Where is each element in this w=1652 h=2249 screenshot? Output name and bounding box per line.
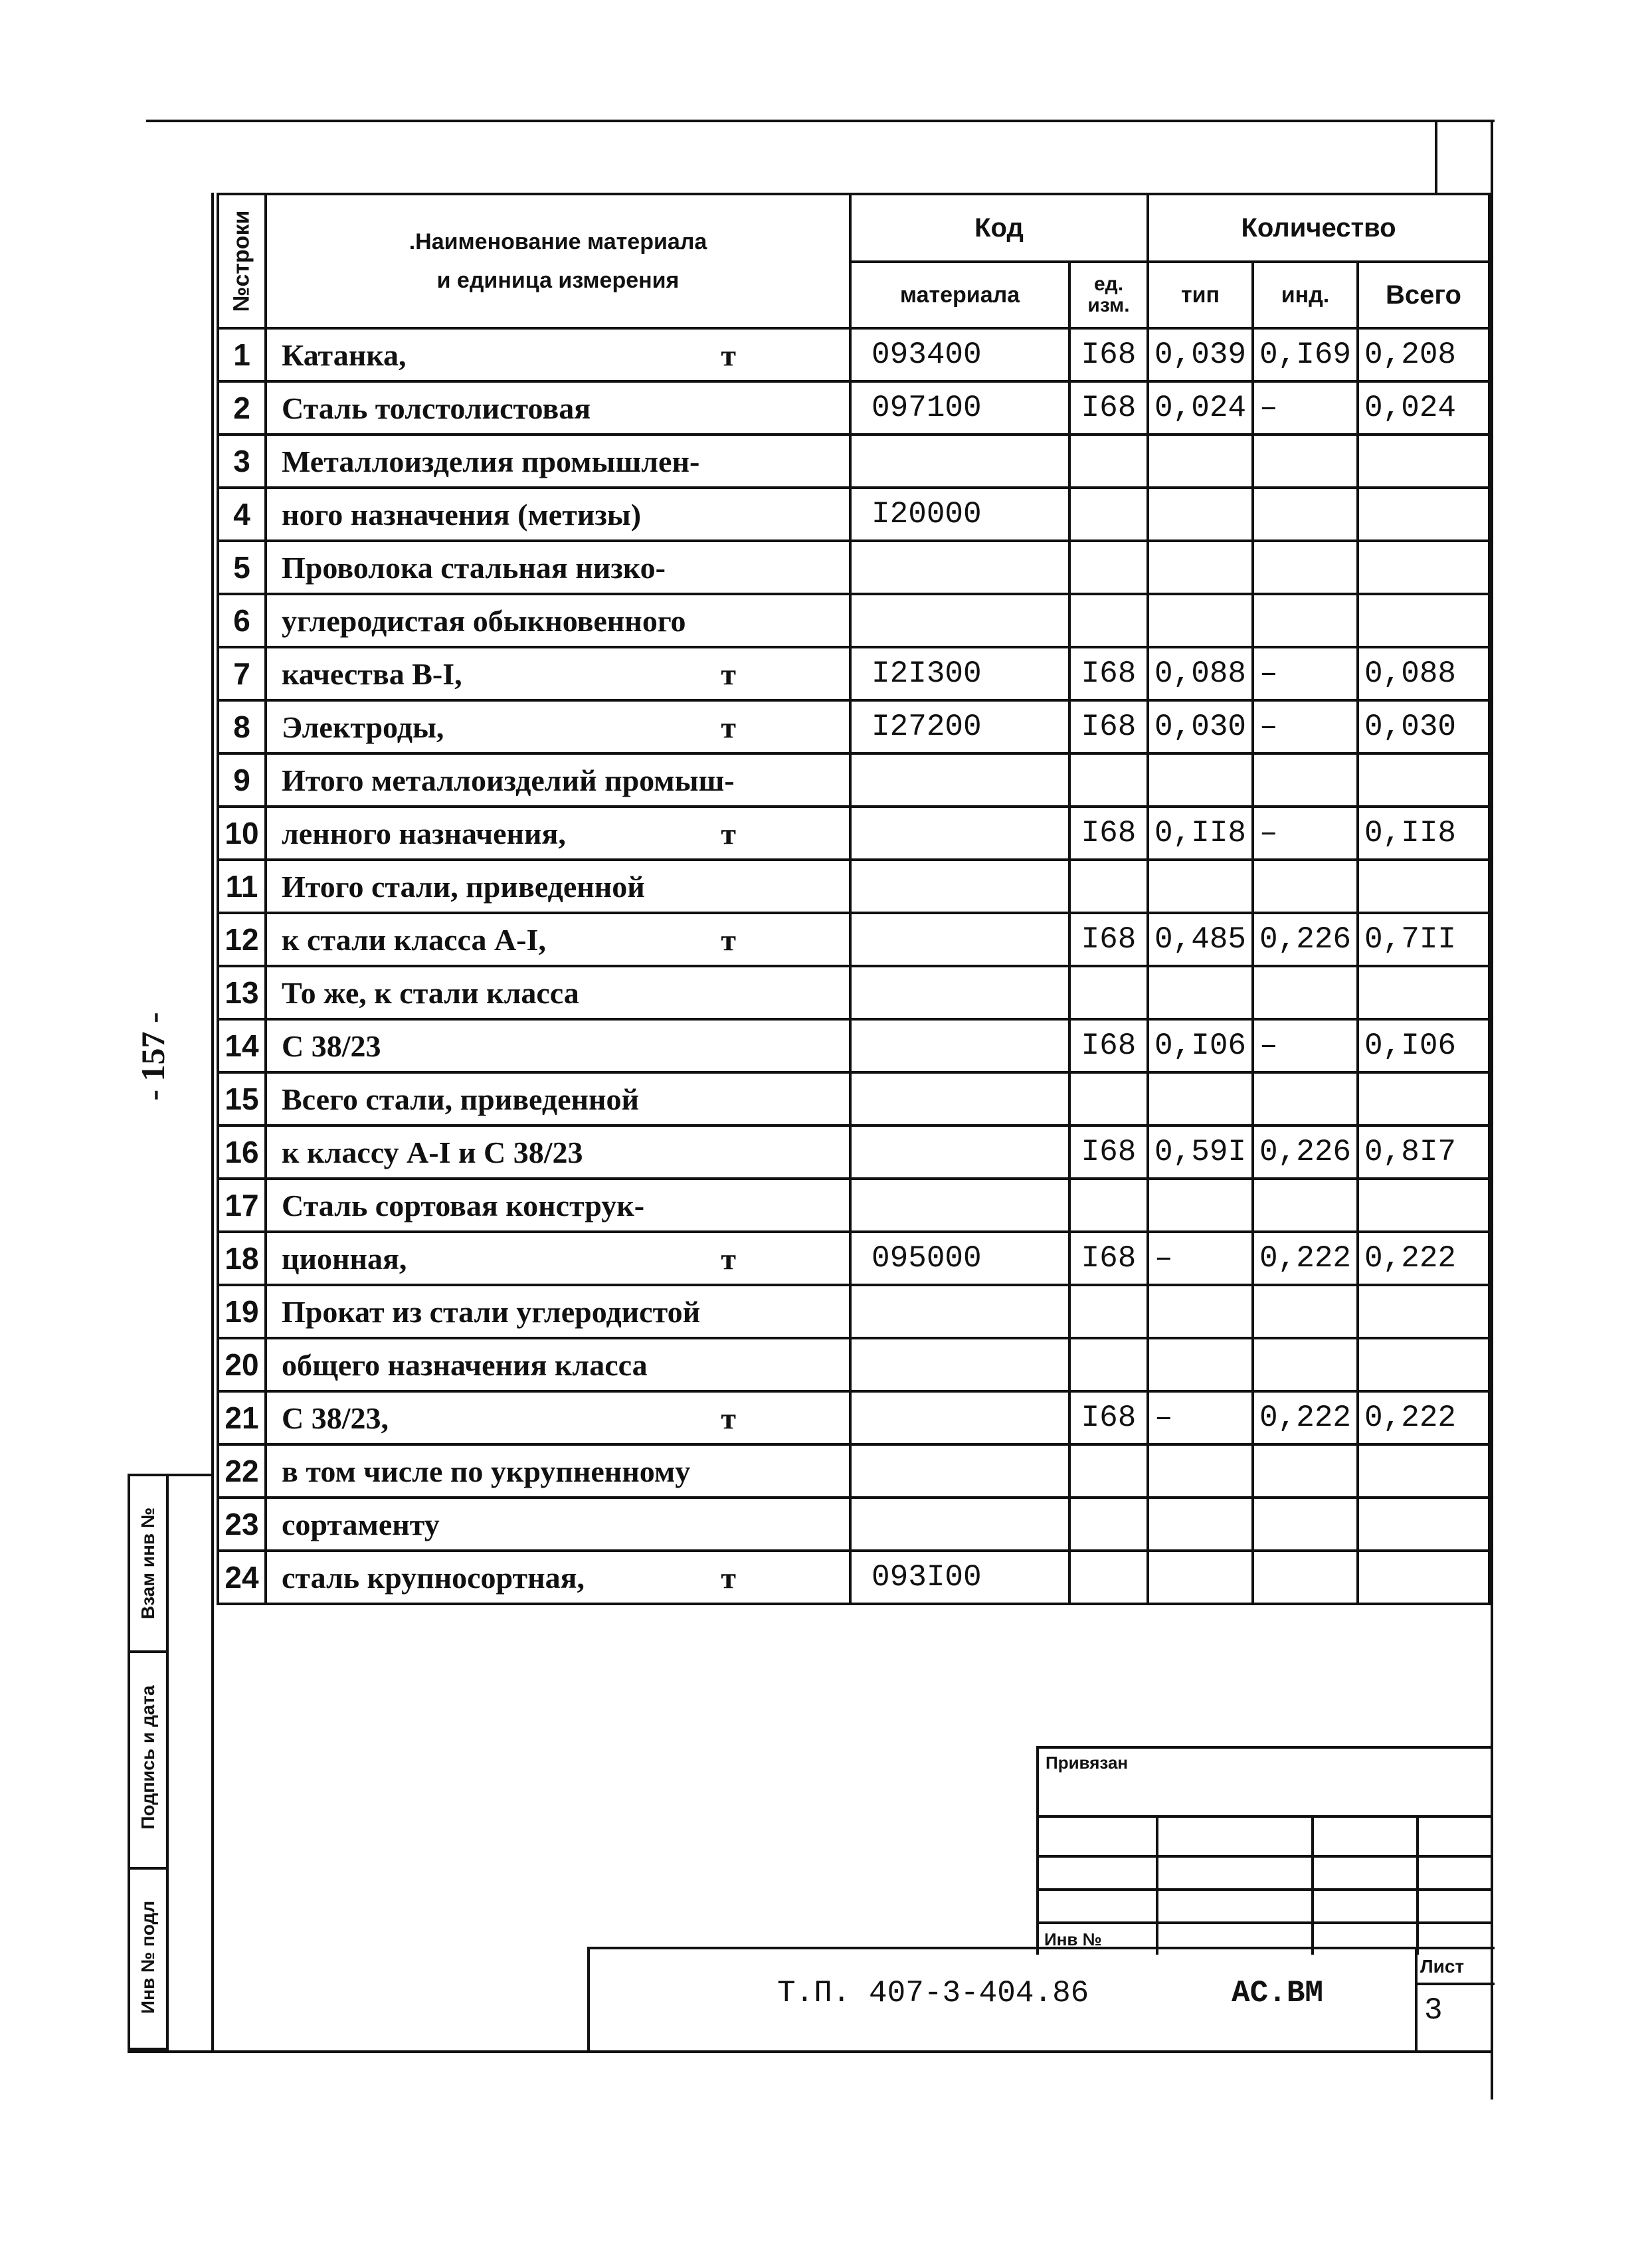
table-row: [218, 1551, 1489, 1604]
material-name-cell: [266, 1444, 850, 1498]
material-code-cell: [850, 594, 1069, 647]
unit-code-cell: [1069, 435, 1148, 488]
material-name: углеродистая обыкновенного: [282, 603, 686, 638]
qty-ind-cell: [1253, 1498, 1358, 1551]
table-row: [218, 807, 1489, 860]
sheet-number: 3: [1424, 1993, 1443, 2028]
top-frame-line: [146, 120, 1495, 122]
qty-ind-cell: [1253, 1072, 1358, 1125]
table-row: [218, 594, 1489, 647]
inv-no-label: Инв №: [1044, 1929, 1102, 1949]
material-code-cell: [850, 807, 1069, 860]
qty-ind-cell: 0,I69: [1253, 328, 1358, 381]
material-name: сталь крупносортная,: [282, 1560, 585, 1595]
header-qty-type: тип: [1148, 262, 1253, 328]
material-name-cell: [266, 1072, 850, 1125]
unit-code-cell: [1069, 1285, 1148, 1338]
material-code-cell: [850, 435, 1069, 488]
table-row: [218, 1232, 1489, 1285]
table-row: [218, 1498, 1489, 1551]
material-name-cell: [266, 966, 850, 1019]
unit-label: т: [721, 338, 736, 372]
unit-code-cell: [1069, 541, 1148, 594]
qty-type-cell: [1148, 1498, 1253, 1551]
material-code-cell: [850, 1019, 1069, 1072]
row-number-cell: 5: [218, 541, 266, 594]
qty-type-cell: 0,485: [1148, 913, 1253, 966]
qty-type-cell: [1148, 860, 1253, 913]
qty-type-cell: 0,024: [1148, 381, 1253, 435]
unit-code-cell: I68: [1069, 1019, 1148, 1072]
material-name-cell: [266, 647, 850, 700]
material-name-cell: [266, 1179, 850, 1232]
material-name-cell: [266, 913, 850, 966]
unit-code-cell: I68: [1069, 381, 1148, 435]
row-number-cell: 8: [218, 700, 266, 753]
material-name-cell: [266, 1498, 850, 1551]
material-name: Сталь толстолистовая: [282, 391, 591, 425]
unit-code-cell: I68: [1069, 1391, 1148, 1444]
qty-type-cell: –: [1148, 1391, 1253, 1444]
qty-total-cell: 0,I06: [1358, 1019, 1489, 1072]
qty-type-cell: [1148, 966, 1253, 1019]
row-number-cell: 22: [218, 1444, 266, 1498]
unit-code-cell: [1069, 753, 1148, 807]
qty-ind-cell: 0,222: [1253, 1391, 1358, 1444]
qty-total-cell: 0,II8: [1358, 807, 1489, 860]
row-number-cell: 20: [218, 1338, 266, 1391]
table-row: [218, 1179, 1489, 1232]
qty-total-cell: 0,024: [1358, 381, 1489, 435]
material-name: сортаменту: [282, 1507, 440, 1541]
material-name: Прокат из стали углеродистой: [282, 1294, 701, 1329]
material-code-cell: [850, 753, 1069, 807]
table-row: [218, 1285, 1489, 1338]
row-number-cell: 11: [218, 860, 266, 913]
unit-label: т: [721, 817, 736, 850]
material-name-cell: [266, 328, 850, 381]
material-code-cell: [850, 1444, 1069, 1498]
side-field-sign-date: Подпись и дата: [128, 1648, 169, 1870]
materials-table: [217, 193, 1491, 1605]
unit-code-cell: [1069, 1072, 1148, 1125]
header-code: Код: [850, 194, 1148, 262]
qty-total-cell: [1358, 435, 1489, 488]
table-row: [218, 913, 1489, 966]
header-name: .Наименование материала и единица измерения: [266, 194, 850, 328]
qty-type-cell: 0,59I: [1148, 1125, 1253, 1179]
qty-ind-cell: [1253, 594, 1358, 647]
unit-code-cell: [1069, 488, 1148, 541]
row-number-cell: 2: [218, 381, 266, 435]
table-row: [218, 700, 1489, 753]
qty-total-cell: 0,088: [1358, 647, 1489, 700]
material-name-cell: [266, 1391, 850, 1444]
qty-ind-cell: 0,226: [1253, 913, 1358, 966]
material-code-cell: [850, 966, 1069, 1019]
title-block: [587, 1947, 1495, 2053]
page-number: - 157 -: [134, 1012, 171, 1101]
unit-code-cell: I68: [1069, 1125, 1148, 1179]
material-code-cell: [850, 1338, 1069, 1391]
side-field-replace-inv: Взам инв №: [128, 1474, 169, 1653]
material-name: качества В-I,: [282, 656, 462, 691]
qty-ind-cell: –: [1253, 700, 1358, 753]
qty-type-cell: 0,II8: [1148, 807, 1253, 860]
qty-ind-cell: [1253, 860, 1358, 913]
unit-code-cell: I68: [1069, 1232, 1148, 1285]
row-number-cell: 10: [218, 807, 266, 860]
unit-label: т: [721, 710, 736, 744]
qty-ind-cell: –: [1253, 647, 1358, 700]
table-row: [218, 541, 1489, 594]
row-number-cell: 1: [218, 328, 266, 381]
material-name-cell: [266, 381, 850, 435]
material-name-cell: [266, 1338, 850, 1391]
row-number-cell: 19: [218, 1285, 266, 1338]
material-code-cell: 095000: [850, 1232, 1069, 1285]
qty-total-cell: 0,208: [1358, 328, 1489, 381]
table-row: [218, 1338, 1489, 1391]
unit-code-cell: [1069, 594, 1148, 647]
material-code-cell: [850, 1125, 1069, 1179]
qty-ind-cell: [1253, 1338, 1358, 1391]
unit-code-cell: I68: [1069, 913, 1148, 966]
side-field-inv-no-orig: Инв № подл: [128, 1867, 169, 2050]
table-row: [218, 435, 1489, 488]
material-code-cell: 097100: [850, 381, 1069, 435]
material-name: С 38/23,: [282, 1401, 389, 1435]
material-name: Электроды,: [282, 710, 444, 744]
qty-ind-cell: 0,226: [1253, 1125, 1358, 1179]
qty-ind-cell: [1253, 1285, 1358, 1338]
material-name-cell: [266, 594, 850, 647]
row-number-cell: 7: [218, 647, 266, 700]
unit-code-cell: [1069, 1551, 1148, 1604]
unit-code-cell: [1069, 860, 1148, 913]
qty-total-cell: 0,8I7: [1358, 1125, 1489, 1179]
qty-type-cell: [1148, 753, 1253, 807]
qty-total-cell: [1358, 753, 1489, 807]
qty-total-cell: [1358, 1338, 1489, 1391]
qty-type-cell: 0,I06: [1148, 1019, 1253, 1072]
material-code-cell: [850, 913, 1069, 966]
qty-type-cell: [1148, 1551, 1253, 1604]
table-row: [218, 1125, 1489, 1179]
unit-code-cell: [1069, 1498, 1148, 1551]
qty-total-cell: [1358, 1498, 1489, 1551]
table-row: [218, 1072, 1489, 1125]
qty-ind-cell: 0,222: [1253, 1232, 1358, 1285]
material-name: То же, к стали класса: [282, 975, 579, 1010]
table-row: [218, 1444, 1489, 1498]
qty-ind-cell: [1253, 1179, 1358, 1232]
row-number-cell: 17: [218, 1179, 266, 1232]
material-name-cell: [266, 1551, 850, 1604]
unit-code-cell: [1069, 966, 1148, 1019]
material-name: Итого стали, приведенной: [282, 869, 645, 904]
material-name-cell: [266, 541, 850, 594]
material-code-cell: [850, 541, 1069, 594]
qty-ind-cell: –: [1253, 381, 1358, 435]
material-name: ционная,: [282, 1241, 407, 1276]
qty-total-cell: [1358, 860, 1489, 913]
row-number-cell: 9: [218, 753, 266, 807]
row-number-cell: 15: [218, 1072, 266, 1125]
qty-type-cell: 0,088: [1148, 647, 1253, 700]
material-code-cell: 093400: [850, 328, 1069, 381]
material-name: в том числе по укрупненному: [282, 1454, 691, 1488]
material-code-cell: [850, 1391, 1069, 1444]
header-qty: Количество: [1148, 194, 1489, 262]
qty-total-cell: [1358, 1285, 1489, 1338]
material-name: Проволока стальная низко-: [282, 550, 666, 585]
row-number-cell: 14: [218, 1019, 266, 1072]
header-qty-total: Всего: [1358, 262, 1489, 328]
unit-code-cell: [1069, 1338, 1148, 1391]
unit-code-cell: I68: [1069, 700, 1148, 753]
left-frame-line: [211, 193, 214, 2053]
unit-label: т: [721, 1561, 736, 1595]
unit-label: т: [721, 1401, 736, 1435]
qty-ind-cell: –: [1253, 1019, 1358, 1072]
material-name-cell: [266, 807, 850, 860]
qty-total-cell: [1358, 1179, 1489, 1232]
qty-type-cell: 0,030: [1148, 700, 1253, 753]
qty-ind-cell: [1253, 435, 1358, 488]
material-code-cell: I27200: [850, 700, 1069, 753]
material-name-cell: [266, 700, 850, 753]
material-code-cell: [850, 1498, 1069, 1551]
material-name-cell: [266, 1019, 850, 1072]
row-number-cell: 24: [218, 1551, 266, 1604]
row-number-cell: 16: [218, 1125, 266, 1179]
qty-ind-cell: [1253, 1551, 1358, 1604]
unit-code-cell: [1069, 1179, 1148, 1232]
material-name: С 38/23: [282, 1028, 381, 1063]
qty-type-cell: [1148, 488, 1253, 541]
qty-ind-cell: –: [1253, 807, 1358, 860]
material-name: Металлоизделия промышлен-: [282, 444, 700, 478]
qty-total-cell: [1358, 966, 1489, 1019]
document-code: Т.П. 407-3-404.86: [777, 1976, 1089, 2010]
material-code-cell: I20000: [850, 488, 1069, 541]
row-number-cell: 6: [218, 594, 266, 647]
qty-type-cell: [1148, 435, 1253, 488]
unit-code-cell: I68: [1069, 647, 1148, 700]
table-row: [218, 647, 1489, 700]
material-code-cell: 093I00: [850, 1551, 1069, 1604]
table-row: [218, 966, 1489, 1019]
row-number-cell: 23: [218, 1498, 266, 1551]
material-name-cell: [266, 860, 850, 913]
qty-total-cell: [1358, 594, 1489, 647]
material-name-cell: [266, 1125, 850, 1179]
material-name-cell: [266, 753, 850, 807]
document-mark: АС.ВМ: [1232, 1976, 1324, 2010]
qty-type-cell: [1148, 1444, 1253, 1498]
material-code-cell: I2I300: [850, 647, 1069, 700]
unit-code-cell: I68: [1069, 807, 1148, 860]
material-name: общего назначения класса: [282, 1347, 648, 1382]
material-name: Катанка,: [282, 338, 407, 372]
header-code-unit: ед. изм.: [1069, 262, 1148, 328]
material-name: Сталь сортовая конструк-: [282, 1188, 645, 1222]
material-code-cell: [850, 1179, 1069, 1232]
top-frame-tick: [1435, 120, 1437, 193]
material-name: к классу А-I и С 38/23: [282, 1135, 583, 1169]
qty-total-cell: [1358, 488, 1489, 541]
qty-ind-cell: [1253, 966, 1358, 1019]
sheet-label: Лист: [1420, 1956, 1465, 1977]
material-name-cell: [266, 1285, 850, 1338]
qty-total-cell: 0,7II: [1358, 913, 1489, 966]
table-row: [218, 381, 1489, 435]
binding-block: [1036, 1746, 1492, 1955]
qty-ind-cell: [1253, 753, 1358, 807]
material-name: Всего стали, приведенной: [282, 1082, 640, 1116]
material-name: ленного назначения,: [282, 816, 566, 850]
qty-type-cell: [1148, 1072, 1253, 1125]
row-number-cell: 21: [218, 1391, 266, 1444]
material-name: Итого металлоизделий промыш-: [282, 763, 735, 797]
qty-type-cell: [1148, 1338, 1253, 1391]
material-name-cell: [266, 435, 850, 488]
row-number-cell: 3: [218, 435, 266, 488]
qty-type-cell: [1148, 1285, 1253, 1338]
qty-type-cell: [1148, 594, 1253, 647]
qty-total-cell: 0,030: [1358, 700, 1489, 753]
table-row: [218, 860, 1489, 913]
qty-type-cell: [1148, 541, 1253, 594]
side-field-divider: [166, 1474, 214, 1476]
material-code-cell: [850, 1285, 1069, 1338]
qty-total-cell: [1358, 1551, 1489, 1604]
material-name: ного назначения (метизы): [282, 497, 642, 532]
row-number-cell: 18: [218, 1232, 266, 1285]
material-name-cell: [266, 1232, 850, 1285]
unit-label: т: [721, 923, 736, 957]
qty-type-cell: –: [1148, 1232, 1253, 1285]
table-row: [218, 328, 1489, 381]
row-number-cell: 12: [218, 913, 266, 966]
qty-total-cell: [1358, 1072, 1489, 1125]
qty-ind-cell: [1253, 541, 1358, 594]
material-name: к стали класса А-I,: [282, 922, 546, 957]
unit-code-cell: [1069, 1444, 1148, 1498]
qty-total-cell: 0,222: [1358, 1391, 1489, 1444]
unit-label: т: [721, 657, 736, 691]
table-row: [218, 488, 1489, 541]
header-row-no: №строки: [218, 194, 266, 328]
qty-ind-cell: [1253, 1444, 1358, 1498]
qty-total-cell: 0,222: [1358, 1232, 1489, 1285]
qty-total-cell: [1358, 1444, 1489, 1498]
qty-total-cell: [1358, 541, 1489, 594]
table-row: [218, 753, 1489, 807]
material-code-cell: [850, 860, 1069, 913]
material-code-cell: [850, 1072, 1069, 1125]
qty-type-cell: 0,039: [1148, 328, 1253, 381]
header-code-material: материала: [850, 262, 1069, 328]
table-row: [218, 1391, 1489, 1444]
row-number-cell: 13: [218, 966, 266, 1019]
unit-code-cell: I68: [1069, 328, 1148, 381]
material-name-cell: [266, 488, 850, 541]
header-qty-ind: инд.: [1253, 262, 1358, 328]
row-number-cell: 4: [218, 488, 266, 541]
binding-label: Привязан: [1046, 1753, 1129, 1773]
table-row: [218, 1019, 1489, 1072]
qty-ind-cell: [1253, 488, 1358, 541]
unit-label: т: [721, 1242, 736, 1276]
qty-type-cell: [1148, 1179, 1253, 1232]
